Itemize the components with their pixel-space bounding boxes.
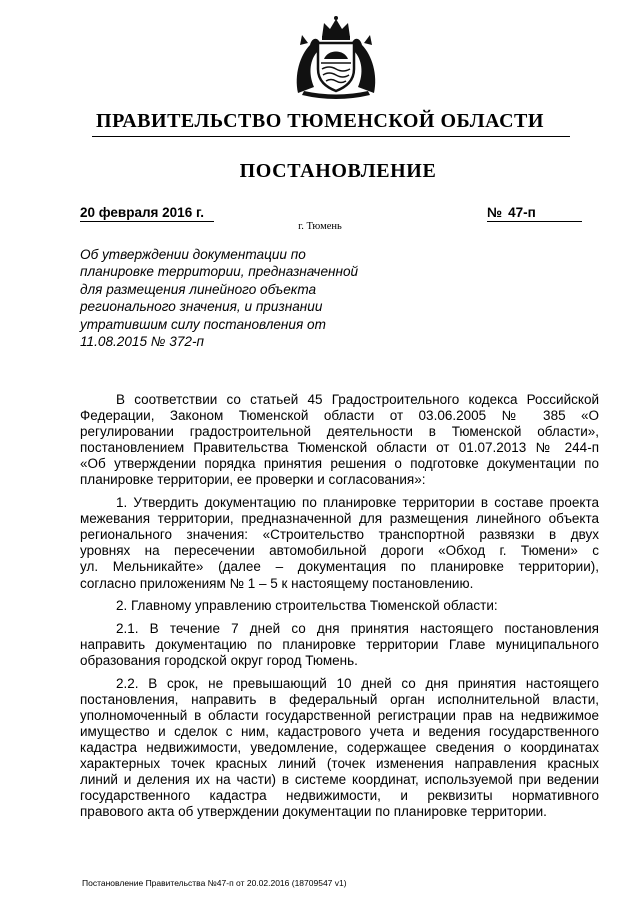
- document-subject: [80, 246, 375, 350]
- title-divider: [92, 136, 570, 137]
- number-value: 47-п: [508, 205, 536, 220]
- body-line: характерных точек красных линий (точек изменения направления красных: [80, 755, 599, 771]
- body-line: 1. Утвердить документацию по планировке территории в составе проекта: [116, 495, 599, 511]
- body-line: уровнях на пересечении автомобильной дороги «Обход г. Тюмени» с: [80, 543, 599, 559]
- body-line: линий и деления их на части) в системе координат, используемой при ведении: [80, 772, 599, 788]
- document-number: [487, 205, 582, 222]
- subject-line: планировке территории, предназначенной: [80, 264, 359, 280]
- body-paragraph: [80, 495, 599, 592]
- body-line: 2. Главному управлению строительства Тюменской области:: [116, 598, 498, 614]
- document-city: г. Тюмень: [298, 221, 342, 232]
- body-line: согласно приложениям № 1 – 5 к настоящему постановлению.: [80, 575, 474, 591]
- body-paragraph: [80, 392, 599, 489]
- body-line: В соответствии со статьей 45 Градостроительного кодекса Российской: [116, 392, 599, 407]
- body-paragraph: [80, 598, 599, 614]
- government-title: ПРАВИТЕЛЬСТВО ТЮМЕНСКОЙ ОБЛАСТИ: [96, 110, 544, 132]
- document-date: 20 февраля 2016 г.: [80, 205, 214, 222]
- document-type: ПОСТАНОВЛЕНИЕ: [239, 160, 437, 182]
- body-line: постановления, направить в федеральный орган исполнительной власти,: [80, 691, 599, 707]
- body-line: имущество и сделок с ним, кадастрового учета и ведения государственного: [80, 723, 599, 739]
- body-line: образования городской округ город Тюмень.: [80, 652, 358, 668]
- body-line: регулировании градостроительной деятельности в Тюменской области»,: [80, 424, 599, 440]
- body-line: межевания территории, предназначенной для размещения линейного объекта: [80, 511, 599, 527]
- document-body: [80, 392, 599, 827]
- body-line: планировке территории, ее проверки и согласования»:: [80, 472, 426, 488]
- body-line: кадастра недвижимости, уведомление, содержащее сведения о координатах: [80, 739, 599, 755]
- body-line: правового акта об утверждении документации по планировке территории.: [80, 804, 547, 820]
- subject-line: для размещения линейного объекта: [80, 281, 317, 297]
- body-paragraph: [80, 621, 599, 669]
- number-sign: №: [487, 205, 503, 220]
- body-line: 2.2. В срок, не превышающий 10 дней со дня принятия настоящего: [116, 675, 599, 691]
- body-line: «Об утверждении порядка принятия решения о подготовке документации по: [80, 456, 599, 472]
- subject-line: Об утверждении документации по: [80, 247, 306, 262]
- body-paragraph: [80, 676, 599, 821]
- subject-line: утратившим силу постановления от: [80, 316, 326, 332]
- document-footer: Постановление Правительства №47-п от 20.02.2016 (18709547 v1): [82, 878, 347, 888]
- body-line: государственного кадастра недвижимости, и реквизиты нормативного: [80, 788, 599, 804]
- subject-line: регионального значения, и признании: [80, 299, 323, 315]
- body-line: 2.1. В течение 7 дней со дня принятия настоящего постановления: [116, 620, 599, 636]
- body-line: уполномоченный в области государственной регистрации прав на недвижимое: [80, 707, 599, 723]
- body-line: направить документацию по планировке территории Главе муниципального: [80, 636, 599, 652]
- coat-of-arms-icon: [288, 15, 384, 101]
- body-line: постановлением Правительства Тюменской области от 01.07.2013 № 244-п: [80, 440, 599, 456]
- body-line: ул. Мельникайте» (далее – документация по планировке территории),: [80, 559, 599, 575]
- body-line: Федерации, Законом Тюменской области от 03.06.2005 № 385 «О: [80, 408, 599, 424]
- body-line: регионального значения: «Строительство транспортной развязки в двух: [80, 527, 599, 543]
- subject-line: 11.08.2015 № 372-п: [80, 334, 204, 350]
